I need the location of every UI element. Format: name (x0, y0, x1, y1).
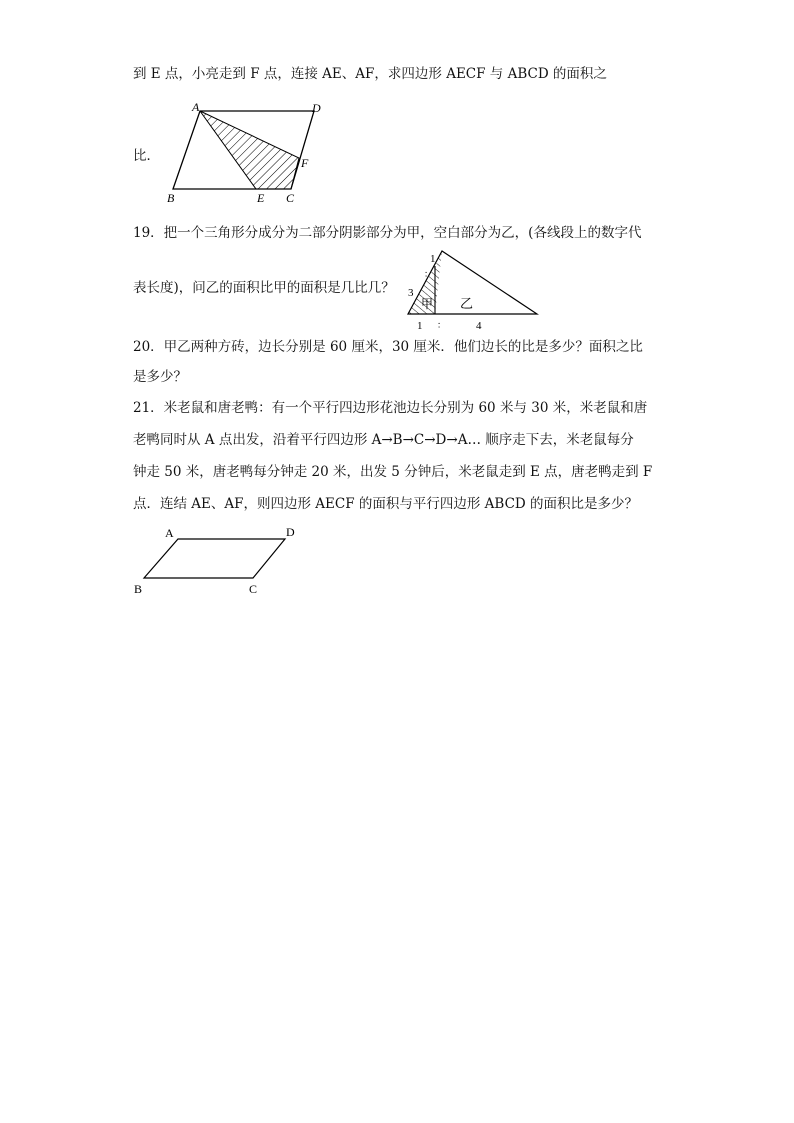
shaded-quadrilateral-aecf (200, 111, 299, 189)
label-jia: 甲 (421, 297, 434, 311)
label-c: C (286, 191, 295, 205)
q21-text-line-3: 钟走 50 米，唐老鸭每分钟走 20 米，出发 5 分钟后，米老鼠走到 E 点，唐老鸭走到 F (133, 464, 653, 480)
label-yi: 乙 (460, 296, 474, 311)
label-bottom-1: 1 (417, 320, 423, 332)
label-f: F (301, 156, 309, 170)
label-top-colon: ： (424, 269, 434, 279)
label-left-3: 3 (408, 287, 414, 299)
q19-text-line-2: 表长度)，问乙的面积比甲的面积是几比几？ (133, 280, 395, 296)
q18-text-line-1: 到 E 点，小亮走到 F 点，连接 AE、AF，求四边形 AECF 与 ABCD 的面积之 (133, 66, 607, 82)
label-d: D (312, 101, 321, 115)
q20-text-line-2: 是多少？ (133, 369, 187, 385)
label-top-1: 1 (430, 253, 436, 265)
parallelogram-abcd (144, 539, 285, 578)
q21-text-line-2: 老鸭同时从 A 点出发，沿着平行四边形 A→B→C→D→A… 顺序走下去，米老鼠每分 (133, 432, 634, 448)
q21-text-line-4: 点．连结 AE、AF，则四边形 AECF 的面积与平行四边形 ABCD 的面积比是多少？ (133, 496, 639, 512)
q20-text-line-1: 20．甲乙两种方砖，边长分别是 60 厘米，30 厘米．他们边长的比是多少？面积之比 (133, 339, 643, 355)
q18-parallelogram-figure (160, 100, 330, 206)
label-b: B (167, 191, 175, 205)
q21-text-line-1: 21．米老鼠和唐老鸭：有一个平行四边形花池边长分别为 60 米与 30 米，米老鼠和唐 (133, 400, 648, 416)
q19-text-line-1: 19．把一个三角形分成分为二部分阴影部分为甲，空白部分为乙，(各线段上的数字代 (133, 225, 642, 241)
label-bottom-colon: ： (437, 320, 447, 330)
label-d: D (286, 525, 295, 539)
q19-triangle-figure (400, 246, 545, 334)
label-c: C (249, 582, 258, 596)
label-e: E (257, 191, 265, 205)
label-b: B (134, 582, 143, 596)
label-bottom-4: 4 (476, 320, 482, 332)
label-a: A (165, 526, 174, 540)
q21-parallelogram-figure (128, 522, 303, 600)
label-a: A (192, 100, 200, 114)
q18-text-line-2: 比． (133, 148, 160, 164)
